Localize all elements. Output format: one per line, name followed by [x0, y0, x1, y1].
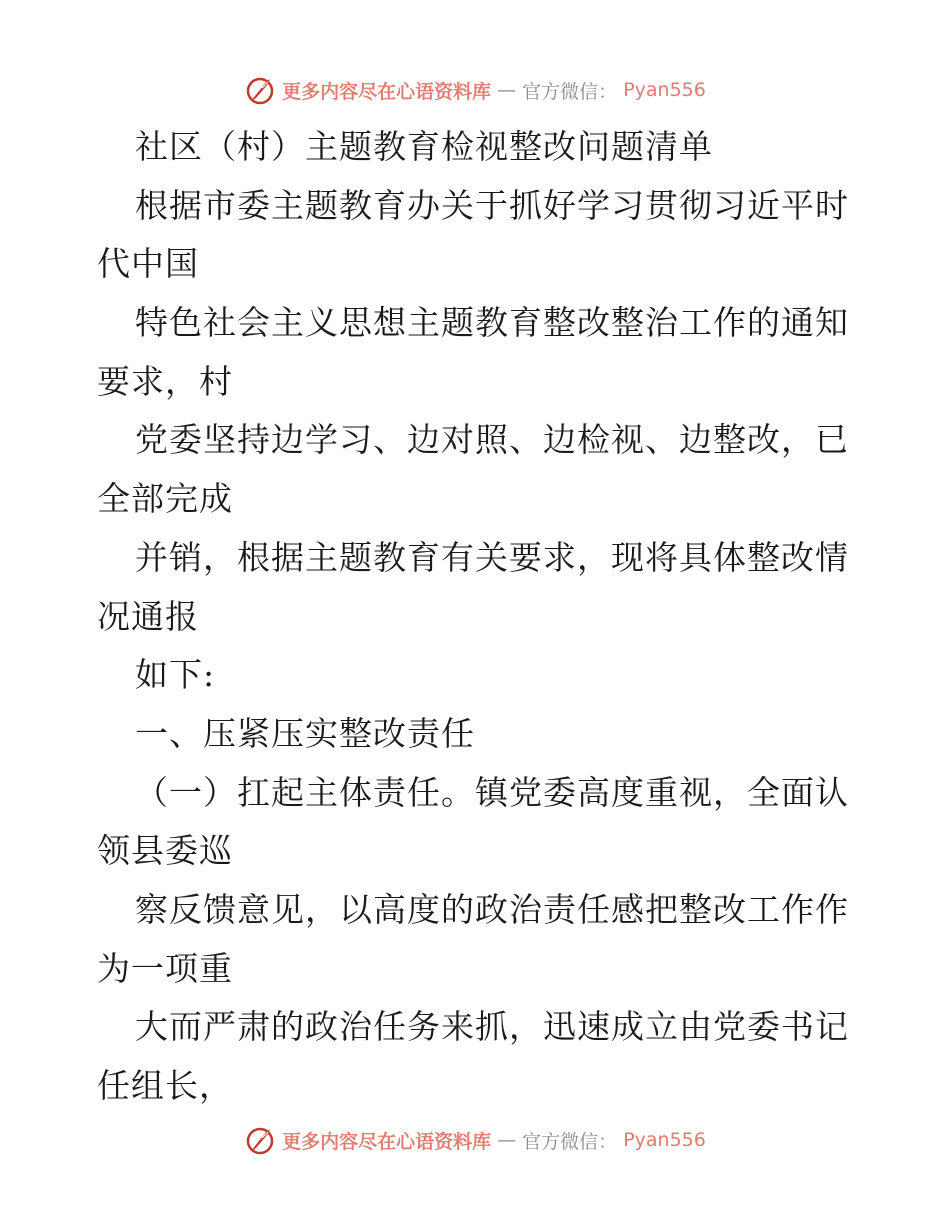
text-line: 为一项重 [97, 948, 233, 988]
watermark-brand-text: 更多内容尽在心语资料库 [282, 1130, 492, 1153]
text-line: 任组长， [97, 1066, 233, 1105]
text-line: 社区（村）主题教育检视整改问题清单 [135, 127, 713, 166]
watermark-wechat-id: Pyan556 [623, 1129, 706, 1151]
quill-logo-icon [244, 1124, 276, 1156]
text-line: 如下: [135, 655, 216, 695]
watermark-dash: — [497, 1129, 517, 1151]
document-body [97, 118, 857, 1116]
text-line: 代中国 [97, 244, 199, 284]
quill-logo-icon [244, 74, 276, 106]
watermark-wechat-label: 官方微信： [522, 1130, 618, 1153]
text-line: 要求，村 [97, 361, 233, 401]
text-line: 特色社会主义思想主题教育整改整治工作的通知 [135, 303, 849, 343]
watermark-dash: — [497, 79, 517, 101]
text-line: 况通报 [97, 596, 199, 636]
watermark-wechat-label: 官方微信： [522, 80, 618, 103]
text-line: （一）扛起主体责任。镇党委高度重视，全面认 [135, 772, 849, 812]
watermark-brand-text: 更多内容尽在心语资料库 [282, 80, 492, 103]
text-line: 党委坚持边学习、边对照、边检视、边整改，已 [135, 420, 849, 460]
text-line: 察反馈意见，以高度的政治责任感把整改工作作 [135, 889, 849, 929]
watermark-header [0, 70, 950, 110]
text-line: 全部完成 [97, 479, 233, 519]
text-line: 大而严肃的政治任务来抓，迅速成立由党委书记 [135, 1007, 849, 1047]
watermark-wechat-id: Pyan556 [623, 79, 706, 101]
text-line: 领县委巡 [97, 831, 233, 871]
text-line: 并销，根据主题教育有关要求，现将具体整改情 [135, 537, 849, 577]
text-line: 根据市委主题教育办关于抓好学习贯彻习近平时 [135, 185, 849, 225]
text-line: 一、压紧压实整改责任 [135, 713, 475, 753]
watermark-footer [0, 1120, 950, 1160]
